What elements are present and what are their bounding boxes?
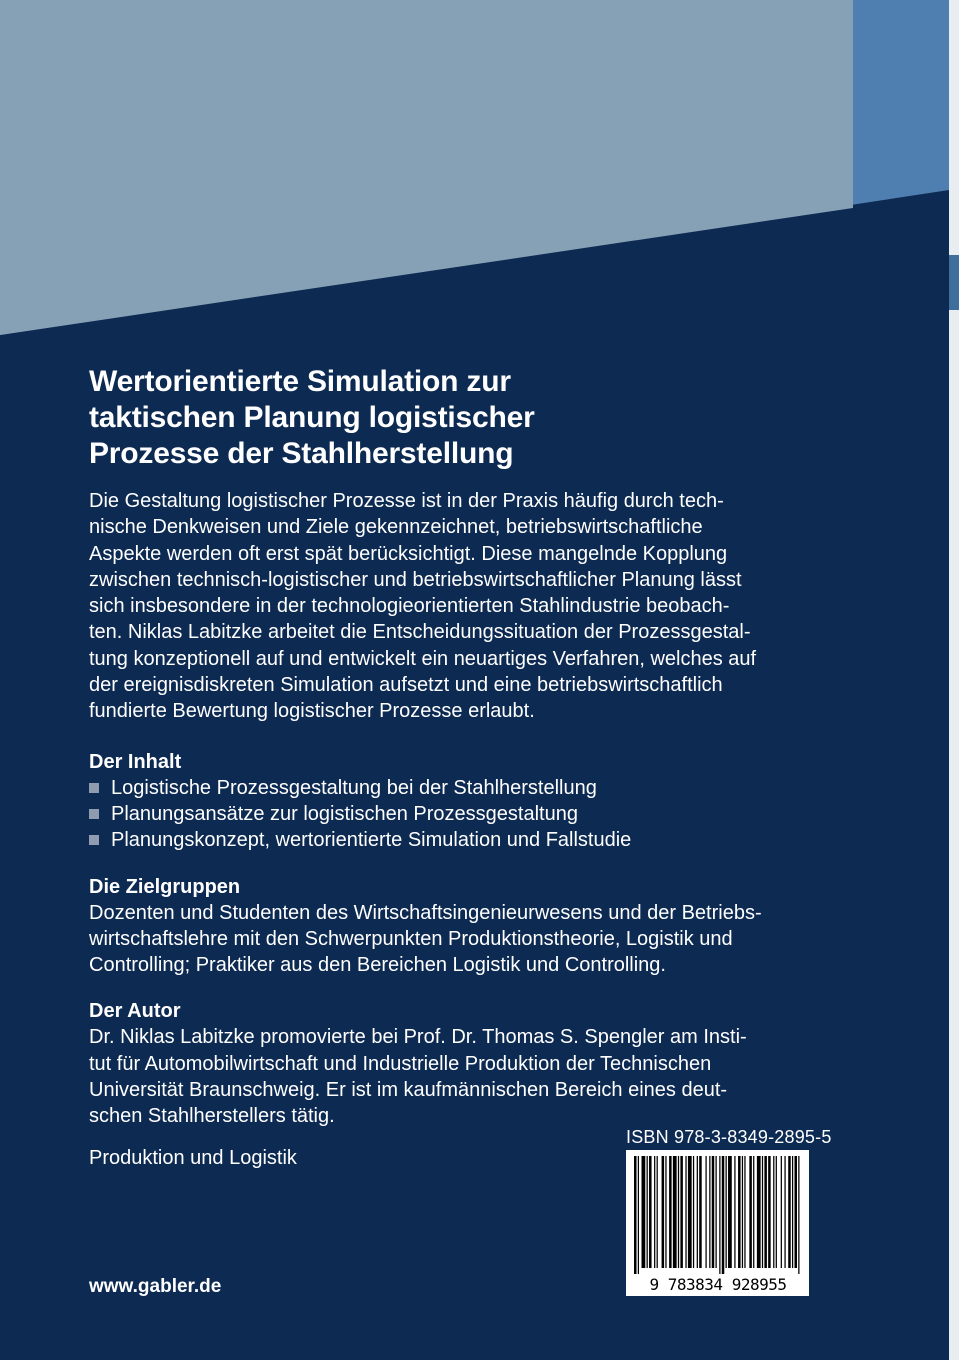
barcode-bar (768, 1156, 771, 1268)
barcode-bar (762, 1156, 763, 1268)
intro-paragraph (89, 488, 849, 725)
intro-line: nische Denkweisen und Ziele gekennzeichnet, betriebswirtschaftliche (89, 516, 703, 539)
barcode-bar (734, 1156, 735, 1268)
intro-line: der ereignisdiskreten Simulation aufsetzt und eine betriebswirtschaftlich (89, 674, 723, 697)
barcode-bar (662, 1156, 665, 1268)
intro-line: fundierte Bewertung logistischer Prozesse erlaubt. (89, 700, 535, 723)
audience-paragraph (89, 900, 849, 979)
barcode-bar (742, 1156, 743, 1268)
barcode-bar (764, 1156, 767, 1268)
barcode-bar (657, 1156, 658, 1268)
barcode-bar (709, 1156, 710, 1268)
barcode-bar (749, 1156, 752, 1268)
author-line: Universität Braunschweig. Er ist im kaufmännischen Bereich eines deut- (89, 1079, 728, 1102)
list-item-text: Planungskonzept, wertorientierte Simulation und Fallstudie (111, 829, 632, 852)
bullet-square-icon (89, 783, 99, 793)
author-heading: Der Autor (89, 1000, 181, 1023)
intro-line: Aspekte werden oft erst spät berücksichtigt. Diese mangelnde Kopplung (89, 542, 728, 565)
barcode-bar (744, 1156, 745, 1268)
barcode-bar (638, 1156, 639, 1274)
list-item (89, 775, 849, 801)
content-list (89, 775, 849, 854)
intro-line: ten. Niklas Labitzke arbeitet die Entscheidungssituation der Prozessgestal- (89, 621, 751, 644)
barcode (626, 1150, 809, 1296)
title-line: Wertorientierte Simulation zur (89, 365, 511, 398)
audience-line: Dozenten und Studenten des Wirtschaftsingenieurwesens und der Betriebs- (89, 901, 762, 924)
barcode-bar (728, 1156, 732, 1268)
barcode-bar (665, 1156, 666, 1268)
barcode-bar (649, 1156, 652, 1268)
intro-line: Die Gestaltung logistischer Prozesse ist in der Praxis häufig durch tech- (89, 490, 724, 512)
barcode-bars (634, 1156, 802, 1274)
barcode-bar (669, 1156, 672, 1268)
intro-line: tung konzeptionell auf und entwickelt ein neuartiges Verfahren, welches auf (89, 647, 757, 670)
barcode-bar (781, 1156, 782, 1268)
barcode-bar (647, 1156, 648, 1268)
book-title (89, 364, 849, 472)
barcode-digits: 9 783834 928955 (649, 1275, 787, 1294)
title-line: taktischen Planung logistischer (89, 401, 535, 434)
barcode-bar (680, 1156, 683, 1268)
barcode-bar (788, 1156, 791, 1268)
content-heading: Der Inhalt (89, 750, 182, 773)
barcode-bar (794, 1156, 797, 1268)
barcode-bar (792, 1156, 793, 1268)
intro-line: zwischen technisch-logistischer und betriebswirtschaftlicher Planung lässt (89, 568, 742, 591)
series-name: Produktion und Logistik (89, 1147, 297, 1169)
barcode-bar (678, 1156, 679, 1268)
audience-line: wirtschaftslehre mit den Schwerpunkten Produktionstheorie, Logistik und (89, 927, 733, 950)
barcode-bar (688, 1156, 692, 1268)
barcode-bar (798, 1156, 799, 1274)
barcode-bar (654, 1156, 655, 1268)
author-line: schen Stahlherstellers tätig. (89, 1105, 335, 1128)
barcode-bar (722, 1156, 725, 1274)
barcode-bar (719, 1156, 720, 1274)
barcode-bar (753, 1156, 754, 1268)
barcode-bar (784, 1156, 785, 1268)
barcode-bar (712, 1156, 715, 1268)
barcode-bar (699, 1156, 702, 1268)
isbn-label: ISBN 978-3-8349-2895-5 (626, 1127, 832, 1147)
barcode-bar (715, 1156, 716, 1268)
list-item (89, 827, 849, 853)
barcode-bar (776, 1156, 777, 1268)
barcode-bar (773, 1156, 774, 1268)
barcode-bar (757, 1156, 761, 1268)
barcode-bar (693, 1156, 694, 1268)
intro-line: sich insbesondere in der technologieorientierten Stahlindustrie beobach- (89, 595, 730, 618)
list-item-text: Planungsansätze zur logistischen Prozessgestaltung (111, 802, 578, 825)
author-line: tut für Automobilwirtschaft und Industrielle Produktion der Technischen (89, 1052, 712, 1075)
list-item-text: Logistische Prozessgestaltung bei der Stahlherstellung (111, 776, 597, 799)
barcode-bar (673, 1156, 677, 1268)
barcode-bar (642, 1156, 646, 1268)
barcode-bar (726, 1156, 727, 1268)
audience-heading: Die Zielgruppen (89, 875, 241, 898)
barcode-bar (634, 1156, 637, 1274)
barcode-bar (705, 1156, 706, 1268)
edge-stripe (949, 0, 959, 1360)
audience-line: Controlling; Praktiker aus den Bereichen Logistik und Controlling. (89, 954, 666, 977)
list-item (89, 801, 849, 827)
author-line: Dr. Niklas Labitzke promovierte bei Prof. Dr. Thomas S. Spengler am Insti- (89, 1026, 747, 1049)
barcode-bar (738, 1156, 741, 1268)
bullet-square-icon (89, 809, 99, 819)
publisher-website: www.gabler.de (89, 1276, 222, 1297)
back-cover-content (89, 364, 849, 1130)
barcode-bar (697, 1156, 698, 1268)
bullet-square-icon (89, 835, 99, 845)
edge-tab (949, 255, 959, 310)
title-line: Prozesse der Stahlherstellung (89, 437, 514, 470)
author-paragraph (89, 1024, 849, 1129)
barcode-bar (685, 1156, 686, 1268)
